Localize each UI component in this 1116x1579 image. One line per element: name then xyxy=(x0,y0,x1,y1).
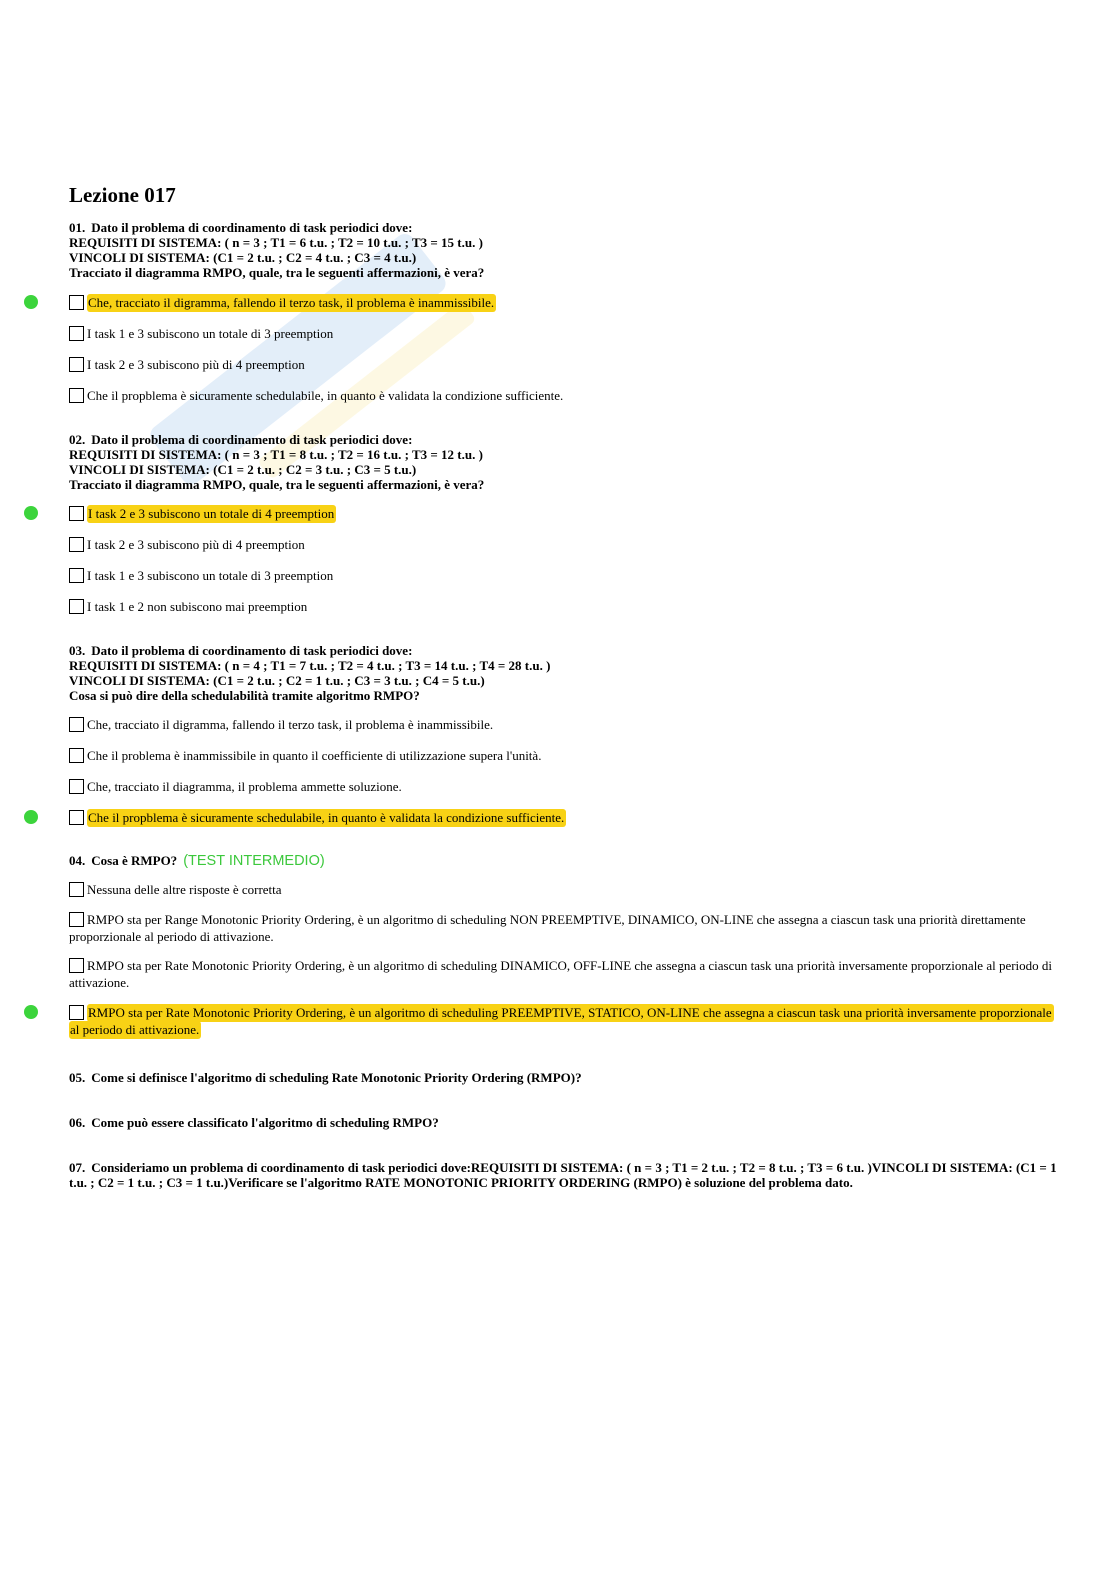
question-text xyxy=(69,1160,1059,1190)
answer-text: Che, tracciato il digramma, fallendo il terzo task, il problema è inammissibile. xyxy=(88,295,495,310)
answer-text: Nessuna delle altre risposte è corretta xyxy=(87,882,282,897)
question-number: 07. xyxy=(69,1160,86,1175)
checkbox[interactable] xyxy=(69,882,84,897)
answer-list xyxy=(69,716,1059,826)
question-text xyxy=(69,643,1059,703)
answer-option xyxy=(69,356,1059,373)
answer-text: I task 1 e 3 subiscono un totale di 3 preemption xyxy=(87,568,334,583)
answer-option xyxy=(69,957,1059,991)
answer-option xyxy=(69,294,1059,311)
answer-text: Che, tracciato il diagramma, il problema ammette soluzione. xyxy=(87,779,402,794)
checkbox[interactable] xyxy=(69,810,84,825)
answer-option xyxy=(69,881,1059,898)
question-line: REQUISITI DI SISTEMA: ( n = 3 ; T1 = 6 t.u. ; T2 = 10 t.u. ; T3 = 15 t.u. ) xyxy=(69,235,483,250)
question-text xyxy=(69,432,1059,492)
correct-dot-icon xyxy=(24,810,38,824)
answer-option xyxy=(69,567,1059,584)
answer-text: RMPO sta per Rate Monotonic Priority Ordering, è un algoritmo di scheduling DINAMICO, OFF-LINE che assegna a ciascun task una priorità inversamente proporzionale al periodo di attivazione. xyxy=(69,958,1053,990)
question-line: Tracciato il diagramma RMPO, quale, tra le seguenti affermazioni, è vera? xyxy=(69,477,485,492)
answer-text: I task 2 e 3 subiscono un totale di 4 preemption xyxy=(88,506,335,521)
document-page xyxy=(69,182,1059,1190)
question-line: Tracciato il diagramma RMPO, quale, tra le seguenti affermazioni, è vera? xyxy=(69,265,485,280)
answer-option xyxy=(69,911,1059,945)
answer-option xyxy=(69,747,1059,764)
question-01 xyxy=(69,220,1059,404)
question-line: VINCOLI DI SISTEMA: (C1 = 2 t.u. ; C2 = 1 t.u. ; C3 = 3 t.u. ; C4 = 5 t.u.) xyxy=(69,673,485,688)
question-number: 05. xyxy=(69,1070,86,1085)
checkbox[interactable] xyxy=(69,326,84,341)
answer-text: RMPO sta per Rate Monotonic Priority Ordering, è un algoritmo di scheduling PREEMPTIVE, STATICO, ON-LINE che assegna a ciascun task una priorità inversamente proporzionale al periodo di attivazione. xyxy=(70,1005,1052,1037)
question-02 xyxy=(69,432,1059,615)
question-line: REQUISITI DI SISTEMA: ( n = 4 ; T1 = 7 t.u. ; T2 = 4 t.u. ; T3 = 14 t.u. ; T4 = 28 t.u. ) xyxy=(69,658,551,673)
checkbox[interactable] xyxy=(69,912,84,927)
answer-option xyxy=(69,536,1059,553)
answer-list xyxy=(69,294,1059,404)
question-line: Consideriamo un problema di coordinamento di task periodici dove:REQUISITI DI SISTEMA: ( n = 3 ; T1 = 2 t.u. ; T2 = 8 t.u. ; T3 = 6 t.u. )VINCOLI DI SISTEMA: (C1 = 1 t.u. ; C2 = 1 t.u. ; C3 = 1 t.u.)Verificare se l'algoritmo RATE MONOTONIC PRIORITY ORDERING (RMPO) è soluzione del problema dato. xyxy=(69,1160,1057,1190)
question-05 xyxy=(69,1070,1059,1085)
answer-list xyxy=(69,881,1059,1038)
question-line: Dato il problema di coordinamento di task periodici dove: xyxy=(91,432,413,447)
answer-list xyxy=(69,505,1059,615)
lesson-title: Lezione 017 xyxy=(69,183,176,207)
checkbox[interactable] xyxy=(69,537,84,552)
question-line: VINCOLI DI SISTEMA: (C1 = 2 t.u. ; C2 = 3 t.u. ; C3 = 5 t.u.) xyxy=(69,462,417,477)
answer-option xyxy=(69,809,1059,826)
question-line: Dato il problema di coordinamento di task periodici dove: xyxy=(91,220,413,235)
question-text xyxy=(69,1115,1059,1130)
question-06 xyxy=(69,1115,1059,1130)
question-number: 01. xyxy=(69,220,86,235)
question-number: 04. xyxy=(69,853,86,868)
answer-option xyxy=(69,325,1059,342)
checkbox[interactable] xyxy=(69,388,84,403)
answer-option xyxy=(69,1004,1059,1038)
question-03 xyxy=(69,643,1059,826)
question-text xyxy=(69,220,1059,280)
answer-text: I task 1 e 3 subiscono un totale di 3 preemption xyxy=(87,326,334,341)
question-04 xyxy=(69,853,1059,1038)
question-line: REQUISITI DI SISTEMA: ( n = 3 ; T1 = 8 t.u. ; T2 = 16 t.u. ; T3 = 12 t.u. ) xyxy=(69,447,483,462)
answer-text: I task 2 e 3 subiscono più di 4 preemption xyxy=(87,357,305,372)
correct-dot-icon xyxy=(24,1005,38,1019)
answer-option xyxy=(69,598,1059,615)
checkbox[interactable] xyxy=(69,717,84,732)
correct-dot-icon xyxy=(24,295,38,309)
checkbox[interactable] xyxy=(69,295,84,310)
answer-text: Che il propblema è sicuramente schedulabile, in quanto è validata la condizione sufficiente. xyxy=(88,810,565,825)
answer-option xyxy=(69,716,1059,733)
checkbox[interactable] xyxy=(69,357,84,372)
checkbox[interactable] xyxy=(69,568,84,583)
answer-text: I task 2 e 3 subiscono più di 4 preemption xyxy=(87,537,305,552)
answer-text: Che il propblema è sicuramente schedulabile, in quanto è validata la condizione sufficiente. xyxy=(87,388,564,403)
answer-text: Che il problema è inammissibile in quanto il coefficiente di utilizzazione supera l'unità. xyxy=(87,748,542,763)
answer-text: Che, tracciato il digramma, fallendo il terzo task, il problema è inammissibile. xyxy=(87,717,494,732)
checkbox[interactable] xyxy=(69,779,84,794)
question-line: Cosa è RMPO? xyxy=(91,853,178,868)
checkbox[interactable] xyxy=(69,599,84,614)
answer-text: I task 1 e 2 non subiscono mai preemption xyxy=(87,599,308,614)
checkbox[interactable] xyxy=(69,506,84,521)
answer-text: RMPO sta per Range Monotonic Priority Ordering, è un algoritmo di scheduling NON PREEMPTIVE, DINAMICO, ON-LINE che assegna a ciascun task una priorità direttamente proporzionale al periodo di attivazione. xyxy=(69,912,1026,944)
question-line: VINCOLI DI SISTEMA: (C1 = 2 t.u. ; C2 = 4 t.u. ; C3 = 4 t.u.) xyxy=(69,250,417,265)
answer-option xyxy=(69,778,1059,795)
answer-option xyxy=(69,387,1059,404)
question-line: Come si definisce l'algoritmo di scheduling Rate Monotonic Priority Ordering (RMPO)? xyxy=(91,1070,582,1085)
question-text xyxy=(69,1070,1059,1085)
correct-dot-icon xyxy=(24,506,38,520)
question-number: 06. xyxy=(69,1115,86,1130)
question-number: 02. xyxy=(69,432,86,447)
question-line: Come può essere classificato l'algoritmo di scheduling RMPO? xyxy=(91,1115,439,1130)
answer-option xyxy=(69,505,1059,522)
question-line: Dato il problema di coordinamento di task periodici dove: xyxy=(91,643,413,658)
test-intermedio-tag: (TEST INTERMEDIO) xyxy=(183,853,325,869)
checkbox[interactable] xyxy=(69,1005,84,1020)
checkbox[interactable] xyxy=(69,748,84,763)
question-line: Cosa si può dire della schedulabilità tramite algoritmo RMPO? xyxy=(69,688,420,703)
question-text xyxy=(69,853,1059,869)
checkbox[interactable] xyxy=(69,958,84,973)
question-number: 03. xyxy=(69,643,86,658)
question-07 xyxy=(69,1160,1059,1190)
